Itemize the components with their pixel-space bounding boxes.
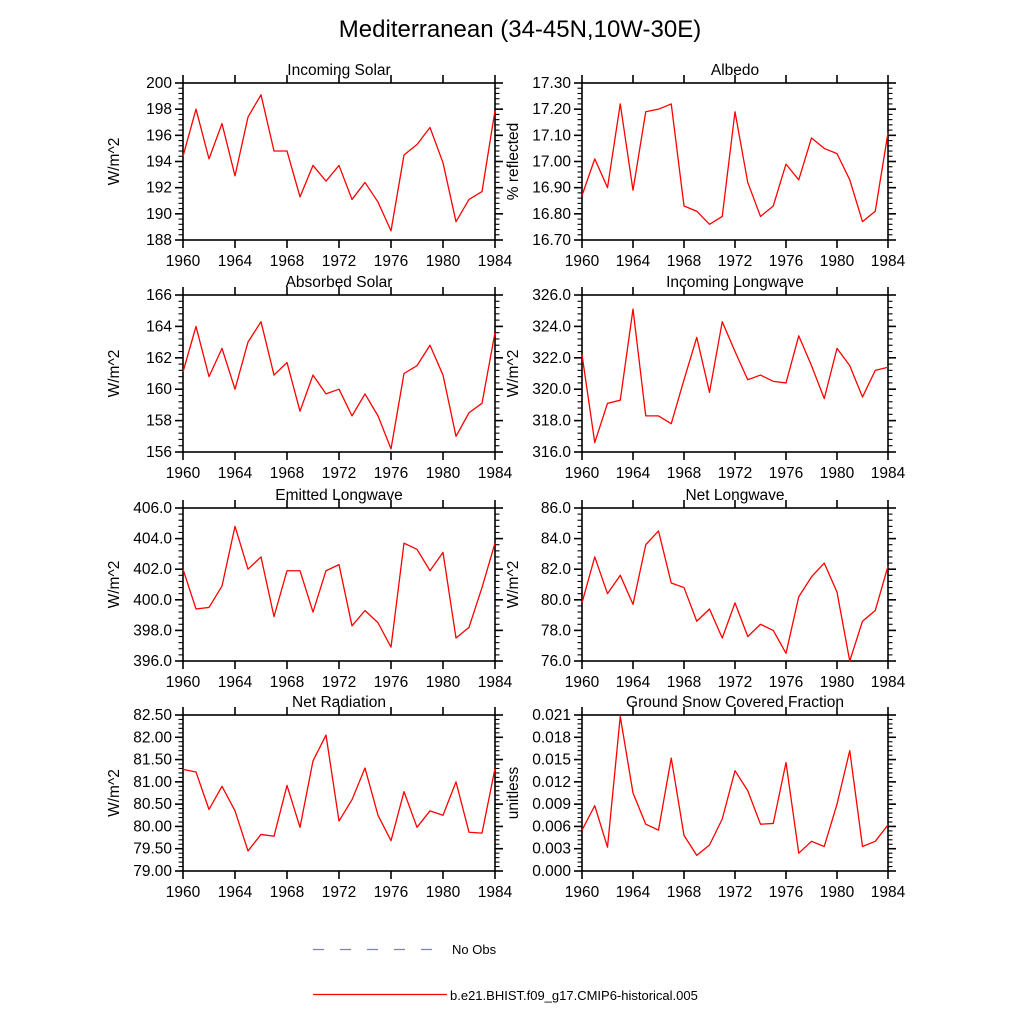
x-tick-label: 1980: [819, 884, 855, 901]
y-tick-label: 82.0: [540, 561, 571, 579]
plot-box: [183, 715, 495, 871]
y-tick-label: 81.50: [133, 751, 172, 769]
x-tick-label: 1980: [819, 465, 855, 482]
x-tick-label: 1976: [373, 253, 409, 270]
x-tick-label: 1968: [666, 674, 702, 691]
plot-box: [582, 508, 888, 661]
y-tick-label: 17.30: [532, 75, 571, 92]
x-tick-label: 1980: [425, 253, 461, 270]
y-tick-label: 196: [146, 127, 172, 145]
x-tick-label: 1960: [165, 253, 201, 270]
x-tick-label: 1976: [768, 253, 804, 270]
y-tick-label: 17.00: [532, 153, 571, 171]
y-tick-label: 0.018: [532, 729, 571, 747]
x-tick-label: 1964: [615, 465, 651, 482]
y-tick-label: 400.0: [133, 591, 172, 609]
y-tick-label: 320.0: [532, 381, 571, 399]
x-tick-label: 1960: [165, 674, 201, 691]
y-tick-label: 164: [146, 318, 172, 336]
y-tick-label: 0.000: [532, 863, 571, 880]
y-tick-label: 158: [146, 412, 172, 430]
x-tick-label: 1984: [870, 465, 906, 482]
y-axis-label: W/m^2: [505, 560, 522, 609]
y-tick-label: 17.10: [532, 127, 571, 145]
y-tick-label: 396.0: [133, 653, 172, 670]
y-tick-label: 190: [146, 205, 172, 223]
y-tick-label: 16.90: [532, 179, 571, 197]
panel-title: Ground Snow Covered Fraction: [626, 694, 844, 711]
y-tick-label: 200: [146, 75, 172, 92]
chart-panel-absorbed-solar: [0, 263, 512, 490]
x-tick-label: 1972: [717, 465, 753, 482]
data-line-albedo: [582, 104, 888, 224]
x-tick-label: 1976: [373, 674, 409, 691]
x-tick-label: 1976: [768, 465, 804, 482]
y-tick-label: 16.80: [532, 205, 571, 223]
panel-title: Incoming Longwave: [666, 274, 804, 291]
plot-box: [183, 83, 495, 240]
y-tick-label: 84.0: [540, 530, 571, 548]
no-obs-line-swatch: [313, 944, 447, 955]
x-tick-label: 1984: [477, 674, 513, 691]
panel-title: Net Longwave: [685, 487, 785, 504]
data-line-incoming-solar: [183, 95, 495, 231]
data-line-incoming-longwave: [582, 309, 888, 442]
x-tick-label: 1964: [615, 253, 651, 270]
y-tick-label: 402.0: [133, 561, 172, 579]
y-tick-label: 81.00: [133, 773, 172, 791]
x-tick-label: 1964: [217, 884, 253, 901]
y-tick-label: 324.0: [532, 318, 571, 336]
panel-title: Albedo: [710, 62, 760, 79]
y-axis-label: unitless: [505, 766, 522, 820]
y-tick-label: 0.012: [532, 773, 571, 791]
x-tick-label: 1976: [768, 674, 804, 691]
panel-title: Incoming Solar: [287, 62, 391, 79]
y-tick-label: 80.00: [133, 818, 172, 836]
x-tick-label: 1968: [269, 884, 305, 901]
y-tick-label: 80.50: [133, 796, 172, 814]
chart-panel-net-longwave: [505, 476, 1024, 699]
y-tick-label: 316.0: [532, 444, 571, 461]
panel-title: Emitted Longwave: [275, 487, 403, 504]
y-tick-label: 398.0: [133, 622, 172, 640]
y-tick-label: 0.006: [532, 818, 571, 836]
x-tick-label: 1960: [564, 253, 600, 270]
chart-panel-ground-snow-covered-fraction: [505, 683, 1024, 909]
x-tick-label: 1960: [564, 884, 600, 901]
x-tick-label: 1964: [615, 884, 651, 901]
y-tick-label: 0.009: [532, 796, 571, 814]
y-tick-label: 0.021: [532, 707, 571, 724]
x-tick-label: 1980: [819, 253, 855, 270]
x-tick-label: 1972: [717, 884, 753, 901]
y-tick-label: 406.0: [133, 500, 172, 517]
x-tick-label: 1980: [425, 465, 461, 482]
data-line-net-longwave: [582, 531, 888, 661]
y-tick-label: 326.0: [532, 287, 571, 304]
y-axis-label: W/m^2: [106, 349, 123, 398]
x-tick-label: 1968: [666, 465, 702, 482]
chart-panel-net-radiation: [0, 683, 512, 909]
x-tick-label: 1972: [321, 465, 357, 482]
y-tick-label: 192: [146, 179, 172, 197]
x-tick-label: 1972: [321, 674, 357, 691]
y-tick-label: 82.50: [133, 707, 172, 724]
no-obs-label: No Obs: [452, 942, 497, 957]
y-tick-label: 188: [146, 232, 172, 249]
x-tick-label: 1984: [477, 465, 513, 482]
panel-title: Net Radiation: [292, 694, 386, 711]
y-tick-label: 404.0: [133, 530, 172, 548]
y-tick-label: 194: [146, 153, 172, 171]
x-tick-label: 1976: [768, 884, 804, 901]
panel-title: Absorbed Solar: [285, 274, 393, 291]
x-tick-label: 1960: [564, 674, 600, 691]
y-tick-label: 79.00: [133, 863, 172, 880]
chart-panel-incoming-longwave: [505, 263, 1024, 490]
y-tick-label: 160: [146, 381, 172, 399]
x-tick-label: 1980: [819, 674, 855, 691]
x-tick-label: 1972: [717, 674, 753, 691]
x-tick-label: 1984: [870, 253, 906, 270]
model-line-swatch: [313, 989, 447, 1000]
x-tick-label: 1964: [217, 253, 253, 270]
x-tick-label: 1960: [165, 465, 201, 482]
x-tick-label: 1976: [373, 465, 409, 482]
chart-panel-incoming-solar: [0, 51, 512, 278]
x-tick-label: 1980: [425, 674, 461, 691]
y-tick-label: 322.0: [532, 349, 571, 367]
y-tick-label: 0.015: [532, 751, 571, 769]
y-tick-label: 318.0: [532, 412, 571, 430]
data-line-ground-snow-covered-fraction: [582, 716, 888, 855]
data-line-emitted-longwave: [183, 526, 495, 647]
plot-box: [582, 715, 888, 871]
x-tick-label: 1984: [870, 674, 906, 691]
x-tick-label: 1960: [165, 884, 201, 901]
y-axis-label: % reflected: [505, 122, 522, 201]
x-tick-label: 1968: [666, 884, 702, 901]
y-tick-label: 16.70: [532, 232, 571, 249]
x-tick-label: 1980: [425, 884, 461, 901]
y-tick-label: 82.00: [133, 729, 172, 747]
y-tick-label: 78.0: [540, 622, 571, 640]
plot-box: [582, 83, 888, 240]
x-tick-label: 1972: [321, 253, 357, 270]
y-tick-label: 79.50: [133, 840, 172, 858]
y-axis-label: W/m^2: [106, 137, 123, 186]
y-tick-label: 76.0: [540, 653, 571, 670]
x-tick-label: 1976: [373, 884, 409, 901]
x-tick-label: 1968: [269, 465, 305, 482]
x-tick-label: 1968: [269, 253, 305, 270]
data-line-absorbed-solar: [183, 322, 495, 449]
data-line-net-radiation: [183, 735, 495, 851]
y-tick-label: 198: [146, 101, 172, 119]
x-tick-label: 1968: [269, 674, 305, 691]
x-tick-label: 1964: [615, 674, 651, 691]
x-tick-label: 1972: [321, 884, 357, 901]
y-tick-label: 17.20: [532, 101, 571, 119]
x-tick-label: 1984: [477, 884, 513, 901]
chart-panel-albedo: [505, 51, 1024, 278]
model-run-label: b.e21.BHIST.f09_g17.CMIP6-historical.005: [450, 988, 698, 1003]
y-tick-label: 80.0: [540, 591, 571, 609]
y-tick-label: 156: [146, 444, 172, 461]
x-tick-label: 1984: [477, 253, 513, 270]
x-tick-label: 1984: [870, 884, 906, 901]
y-axis-label: W/m^2: [505, 349, 522, 398]
chart-panel-emitted-longwave: [0, 476, 512, 699]
figure-title: Mediterranean (34-45N,10W-30E): [338, 16, 702, 43]
y-tick-label: 0.003: [532, 840, 571, 858]
y-tick-label: 162: [146, 349, 172, 367]
x-tick-label: 1964: [217, 465, 253, 482]
plot-box: [582, 295, 888, 452]
x-tick-label: 1968: [666, 253, 702, 270]
x-tick-label: 1964: [217, 674, 253, 691]
x-tick-label: 1972: [717, 253, 753, 270]
y-tick-label: 86.0: [540, 500, 571, 517]
y-axis-label: W/m^2: [106, 560, 123, 609]
x-tick-label: 1960: [564, 465, 600, 482]
y-tick-label: 166: [146, 287, 172, 304]
y-axis-label: W/m^2: [106, 769, 123, 817]
